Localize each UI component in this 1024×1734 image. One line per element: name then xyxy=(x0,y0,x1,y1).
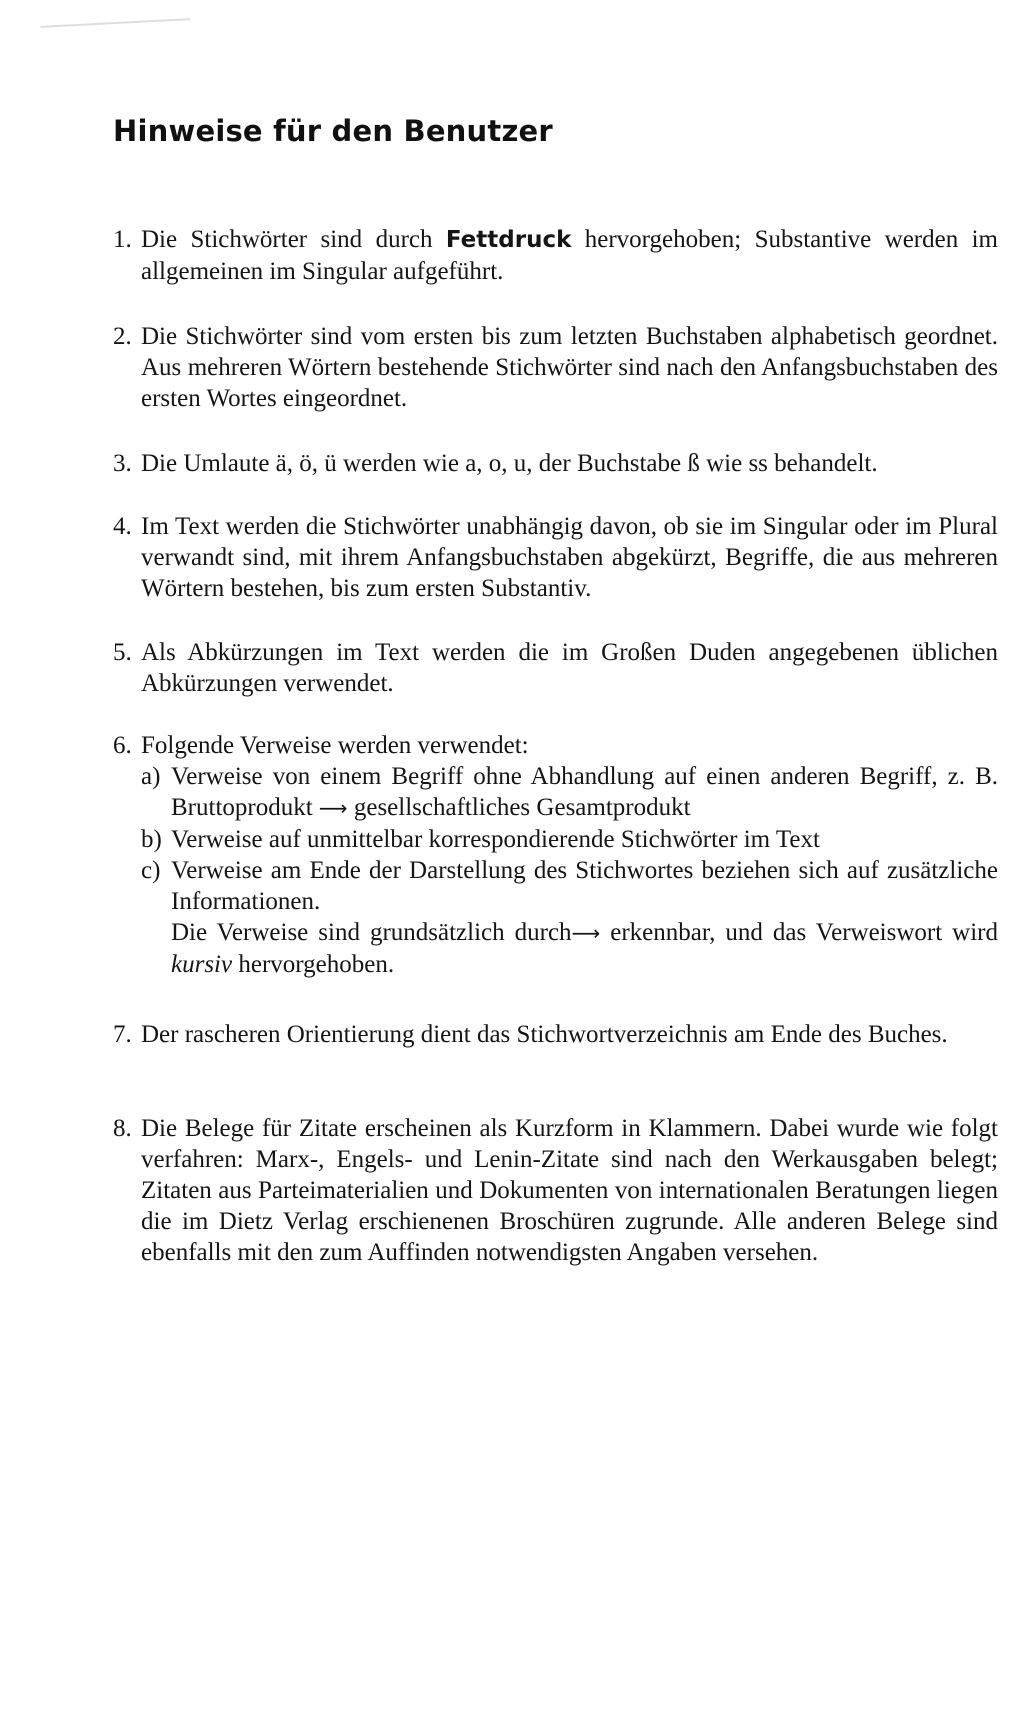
sub-item-label: c) xyxy=(141,857,161,884)
sub-item-label: b) xyxy=(141,826,162,853)
item-text: Die Umlaute ä, ö, ü werden wie a, o, u, der Buchstabe ß wie ss behandelt. xyxy=(141,450,878,477)
list-item-2 xyxy=(113,321,998,414)
item-number: 2. xyxy=(113,323,132,350)
item-number: 6. xyxy=(113,732,132,759)
list-item-7 xyxy=(113,1019,998,1050)
item-number: 4. xyxy=(113,513,132,540)
sub-item-c-note: Die Verweise sind grundsätzlich durch⟶ erkennbar, und das Verweiswort wird kursiv hervorgehoben. xyxy=(171,919,998,978)
item-text: Im Text werden die Stichwörter unabhängig davon, ob sie im Singular oder im Plural verwandt sind, mit ihrem Anfangsbuchstaben abgekürzt, Begriffe, die aus mehreren Wörtern bestehen, bis zum ersten Substantiv. xyxy=(141,513,998,602)
list-item-5 xyxy=(113,637,998,699)
sub-item-label: a) xyxy=(141,763,161,790)
item-text: Der rascheren Orientierung dient das Stichwortverzeichnis am Ende des Buches. xyxy=(141,1021,948,1048)
list-item-6 xyxy=(113,730,998,980)
reference-arrow-icon: ⟶ xyxy=(318,796,348,820)
item-number: 3. xyxy=(113,450,132,477)
italic-term: kursiv xyxy=(171,951,233,978)
list-item-4 xyxy=(113,511,998,604)
list-item-8 xyxy=(113,1113,998,1268)
item-text: Die Stichwörter sind vom ersten bis zum letzten Buchstaben alphabetisch geordnet. Aus mehreren Wörtern bestehende Stichwörter sind nach den Anfangsbuchstaben des ersten Wortes eingeordnet. xyxy=(141,323,998,412)
sub-item-b: b) Verweise auf unmittelbar korrespondierende Stichwörter im Text xyxy=(141,826,820,853)
page-title: Hinweise für den Benutzer xyxy=(113,114,553,148)
item-number: 5. xyxy=(113,639,132,666)
item-intro: Folgende Verweise werden verwendet: xyxy=(141,732,529,759)
item-number: 7. xyxy=(113,1021,132,1048)
list-item-3 xyxy=(113,448,998,479)
item-text: Die Belege für Zitate erscheinen als Kurzform in Klammern. Dabei wurde wie folgt verfahren: Marx-, Engels- und Lenin-Zitate sind nach den Werkausgaben belegt; Zitaten aus Parteimaterialien und Dokumenten von internationalen Beratungen liegen die im Dietz Verlag erschienenen Broschüren zugrunde. Alle anderen Belege sind ebenfalls mit den zum Auffinden notwendigsten Angaben versehen. xyxy=(141,1115,998,1266)
list-item-1 xyxy=(113,224,998,287)
item-text xyxy=(141,730,998,980)
sub-item-c: c) Verweise am Ende der Darstellung des Stichwortes beziehen sich auf zusätzliche Informationen. Die Verweise sind grundsätzlich durch⟶ erkennbar, und das Verweiswort wird kursiv hervorgehoben. xyxy=(141,857,998,978)
bold-term: Fettdruck xyxy=(445,227,572,253)
reference-arrow-icon: ⟶ xyxy=(571,921,601,945)
sub-item-a: a) Verweise von einem Begriff ohne Abhandlung auf einen anderen Begriff, z. B. Bruttoprodukt ⟶ gesellschaftliches Gesamtprodukt xyxy=(141,763,998,821)
scan-artifact xyxy=(40,4,191,28)
item-text: Als Abkürzungen im Text werden die im Großen Duden angegebenen üblichen Abkürzungen verwendet. xyxy=(141,639,998,697)
item-number: 8. xyxy=(113,1115,132,1142)
item-number: 1. xyxy=(113,226,132,253)
item-text: Die Stichwörter sind durch Fettdruck hervorgehoben; Substantive werden im allgemeinen im Singular aufgeführt. xyxy=(141,226,998,285)
